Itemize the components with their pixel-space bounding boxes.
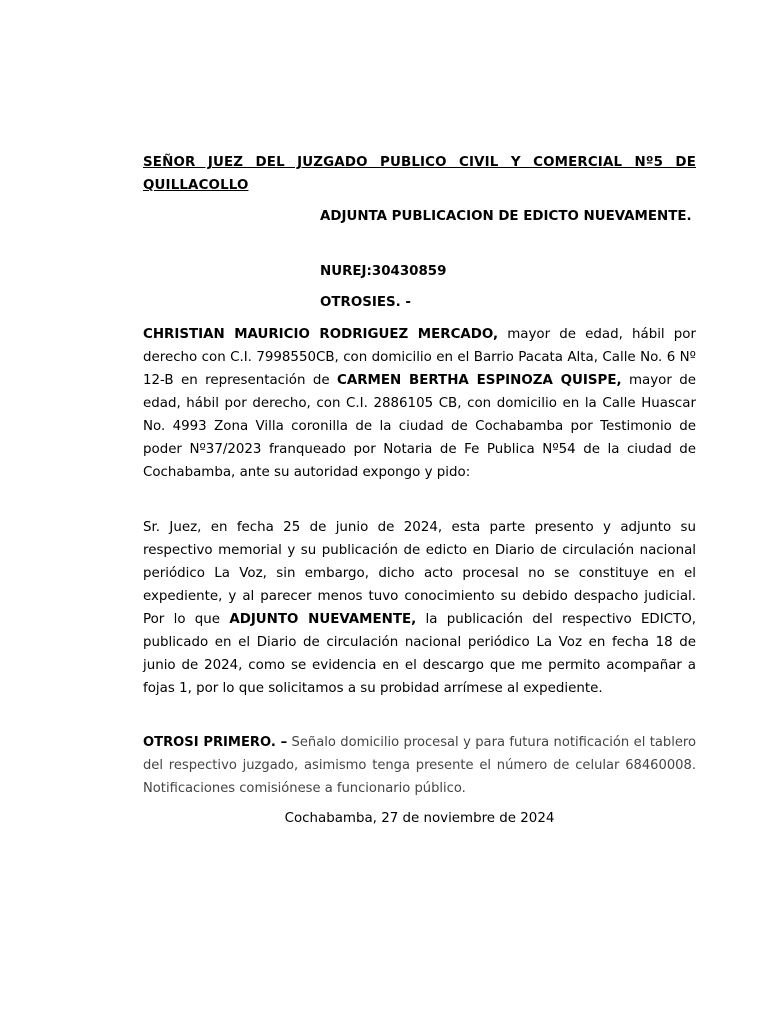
body-paragraph: [143, 516, 696, 700]
body-emphasis: ADJUNTO NUEVAMENTE,: [229, 612, 417, 627]
reference-otrosies: OTROSIES. -: [320, 295, 411, 310]
party-name: CHRISTIAN MAURICIO RODRIGUEZ MERCADO,: [143, 327, 499, 342]
intro-paragraph: [143, 323, 696, 484]
intro-text-1: mayor de edad, hábil por derecho con C.I. 7998550CB, con domicilio en el Barrio Pacata Alta, Calle No. 6 Nº 12-B en representación de: [143, 327, 696, 388]
otrosi-paragraph: [143, 731, 696, 800]
otrosi-text: Señalo domicilio procesal y para futura notificación el tablero del respectivo juzgado, asimismo tenga presente el número de celular 68460008. Notificaciones comisiónese a funcionario público.: [143, 735, 696, 796]
reference-subject: ADJUNTA PUBLICACION DE EDICTO NUEVAMENTE.: [320, 209, 692, 224]
reference-nurej: NUREJ:30430859: [320, 264, 447, 279]
body-text-1: Sr. Juez, en fecha 25 de junio de 2024, esta parte presento y adjunto su respectivo memorial y su publicación de edicto en Diario de circulación nacional periódico La Voz, sin embargo, dicho acto procesal no se constituye en el expediente, y al parecer menos tuvo conocimiento su debido despacho judicial. Por lo que: [143, 520, 696, 627]
intro-text-2: mayor de edad, hábil por derecho, con C.I. 2886105 CB, con domicilio en la Calle Huascar No. 4993 Zona Villa coronilla de la ciudad de Cochabamba por Testimonio de poder Nº37/2023 franqueado por Notaria de Fe Publica Nº54 de la ciudad de Cochabamba, ante su autoridad expongo y pido:: [143, 373, 697, 480]
represented-name: CARMEN BERTHA ESPINOZA QUISPE,: [337, 373, 622, 388]
closing-date-line: Cochabamba, 27 de noviembre de 2024: [284, 811, 555, 826]
otrosi-label: OTROSI PRIMERO. –: [143, 735, 288, 750]
body-text-2: la publicación del respectivo EDICTO, publicado en el Diario de circulación nacional periódico La Voz en fecha 18 de junio de 2024, como se evidencia en el descargo que me permito acompañar a fojas 1, por lo que solicitamos a su probidad arrímese al expediente.: [143, 612, 697, 696]
addressee-heading: SEÑOR JUEZ DEL JUZGADO PUBLICO CIVIL Y COMERCIAL Nº5 DE QUILLACOLLO: [143, 155, 696, 193]
